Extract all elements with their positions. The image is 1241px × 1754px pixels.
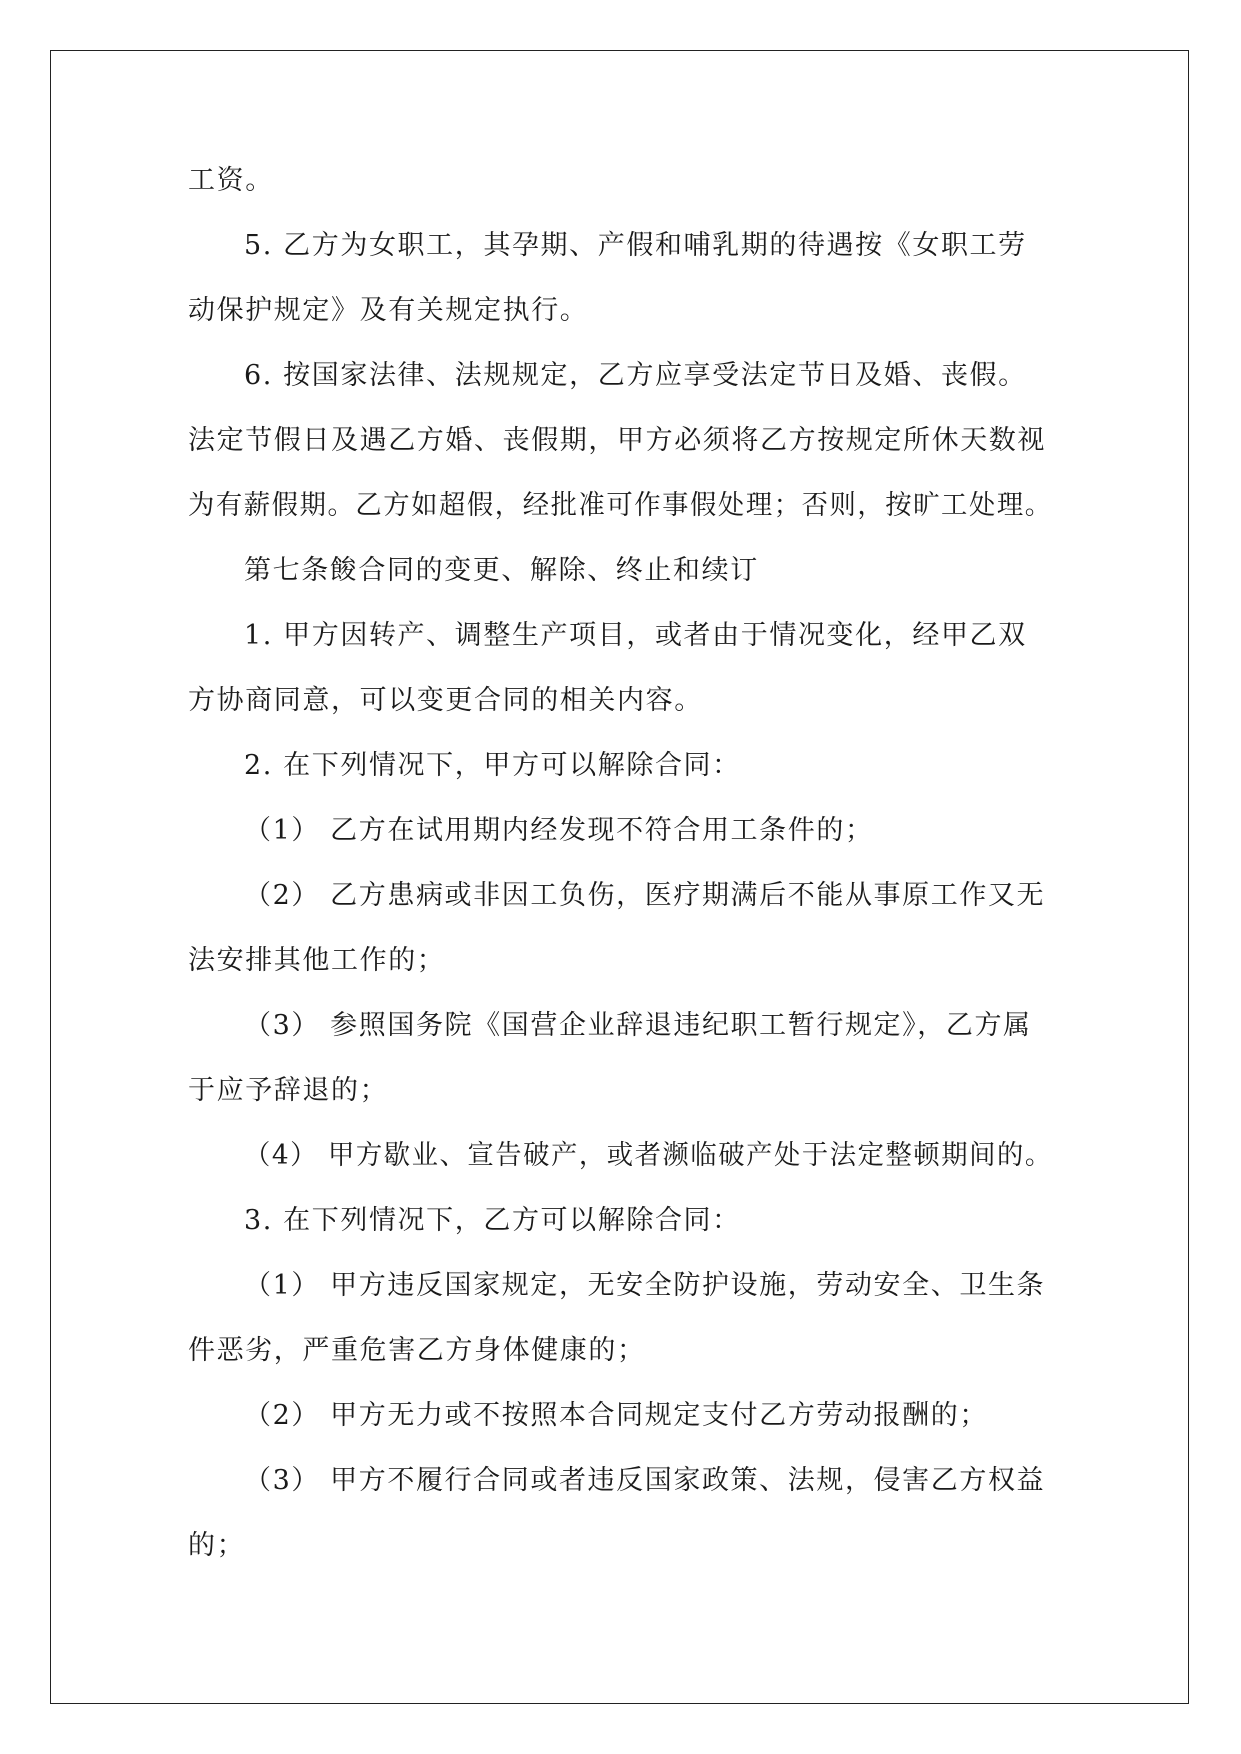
text-line: 3. 在下列情况下，乙方可以解除合同： [244,1205,741,1236]
text-line: 为有薪假期。乙方如超假，经批准可作事假处理；否则，按旷工处理。 [188,490,1053,521]
text-line: （3） 参照国务院《国营企业辞退违纪职工暂行规定》，乙方属 [244,1010,1032,1041]
text-line: （4） 甲方歇业、宣告破产，或者濒临破产处于法定整顿期间的。 [244,1140,1053,1171]
section-heading: 第七条餕合同的变更、解除、终止和续订 [244,555,759,586]
text-line: 1. 甲方因转产、调整生产项目，或者由于情况变化，经甲乙双 [244,620,1027,651]
text-line: 5. 乙方为女职工，其孕期、产假和哺乳期的待遇按《女职工劳 [244,230,1027,261]
text-line: 于应予辞退的； [188,1075,389,1106]
text-line: 6. 按国家法律、法规规定，乙方应享受法定节日及婚、丧假。 [244,360,1027,391]
text-line: 2. 在下列情况下，甲方可以解除合同： [244,750,741,781]
text-line: （1） 甲方违反国家规定，无安全防护设施，劳动安全、卫生条 [244,1270,1046,1301]
text-line: 法定节假日及遇乙方婚、丧假期，甲方必须将乙方按规定所休天数视 [188,425,1046,456]
text-line: （2） 甲方无力或不按照本合同规定支付乙方劳动报酬的； [244,1400,988,1431]
text-line: 工资。 [188,165,274,196]
text-line: 方协商同意，可以变更合同的相关内容。 [188,685,703,716]
text-line: 件恶劣，严重危害乙方身体健康的； [188,1335,646,1366]
text-line: 法安排其他工作的； [188,945,446,976]
text-line: （2） 乙方患病或非因工负伤，医疗期满后不能从事原工作又无 [244,880,1046,911]
text-line: （3） 甲方不履行合同或者违反国家政策、法规，侵害乙方权益 [244,1465,1046,1496]
text-line: 的； [188,1530,246,1561]
text-line: （1） 乙方在试用期内经发现不符合用工条件的； [244,815,874,846]
text-line: 动保护规定》及有关规定执行。 [188,295,589,326]
